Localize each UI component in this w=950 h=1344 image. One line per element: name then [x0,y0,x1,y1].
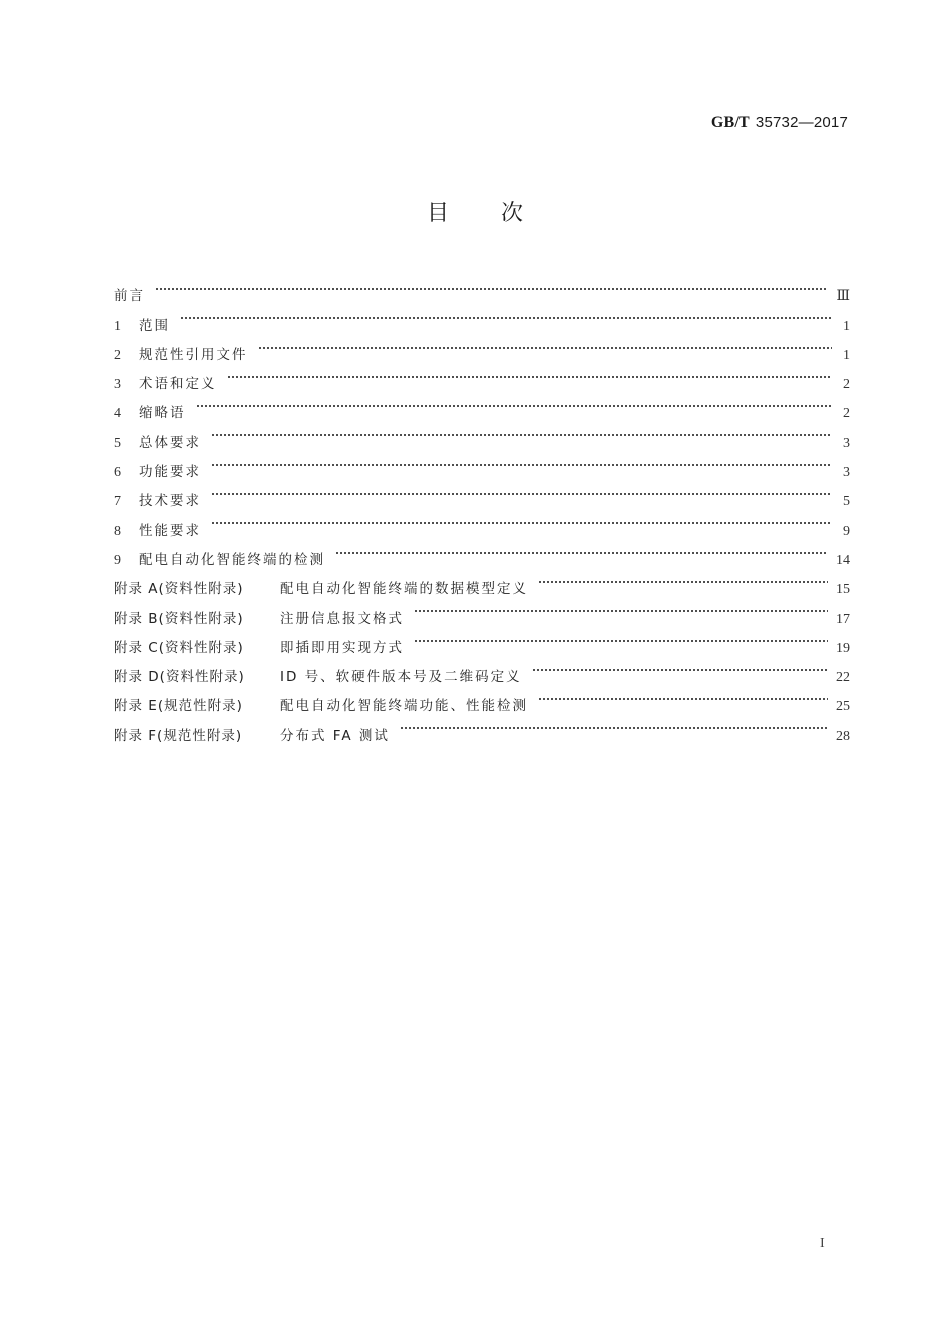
toc-appendix-label: 附录 E(规范性附录) [114,698,243,715]
title-char-2: 次 [501,201,524,226]
toc-entry-1[interactable] [114,300,850,334]
dot-leader [155,271,828,300]
toc-entry-2[interactable] [114,330,850,363]
toc-title: 性能要求 [139,522,201,539]
toc-number: 8 [114,523,121,539]
toc-page: 14 [836,552,850,568]
toc-title: 前言 [114,288,145,305]
toc-page: 22 [836,670,850,686]
toc-number: 1 [114,318,121,334]
toc-appendix-label: 附录 C(资料性附录) [114,639,244,656]
toc-entry-8[interactable] [114,505,850,539]
table-of-contents [114,271,850,744]
toc-title: 配电自动化智能终端的数据模型定义 [280,581,528,598]
toc-title: 配电自动化智能终端的检测 [139,551,325,568]
toc-title: 范围 [139,317,170,334]
toc-title: 即插即用实现方式 [280,639,404,656]
toc-page: 15 [836,582,850,598]
toc-page: 2 [843,406,850,422]
dot-leader [414,623,828,652]
standard-code [711,113,848,132]
toc-title: 规范性引用文件 [139,346,248,363]
dot-leader [414,593,828,622]
toc-number: 6 [114,465,121,481]
toc-page: 28 [836,728,850,744]
toc-number: 5 [114,435,121,451]
toc-title: 分布式 FA 测试 [280,727,390,744]
toc-title: 总体要求 [139,434,201,451]
toc-page: 25 [836,699,850,715]
toc-title: 功能要求 [139,464,201,481]
dot-leader [211,476,832,505]
toc-page: Ⅲ [836,289,850,305]
toc-entry-6[interactable] [114,447,850,481]
dot-leader [400,710,828,739]
dot-leader [180,300,832,329]
dot-leader [196,388,833,417]
toc-page: 17 [836,611,850,627]
toc-appendix-label: 附录 F(规范性附录) [114,727,243,744]
toc-entry-5[interactable] [114,417,850,451]
toc-number: 3 [114,377,121,393]
dot-leader [538,564,828,593]
toc-entry-4[interactable] [114,388,850,422]
dot-leader [538,681,828,710]
title-char-1: 目 [426,201,449,226]
toc-number: 9 [114,552,121,568]
standard-number: 35732—2017 [755,114,848,131]
toc-entry-foreword[interactable] [114,271,850,305]
dot-leader [227,359,833,388]
toc-page: 1 [843,347,850,363]
toc-page: 5 [843,494,850,510]
page-title [0,196,950,227]
toc-title: 配电自动化智能终端功能、性能检测 [280,698,528,715]
toc-number: 7 [114,494,121,510]
dot-leader [258,330,833,359]
dot-leader [335,535,828,564]
dot-leader [211,505,832,534]
toc-page: 3 [843,435,850,451]
toc-page: 1 [843,318,850,334]
toc-title: 注册信息报文格式 [280,610,404,627]
toc-number: 2 [114,347,121,363]
standard-prefix: GB/T [710,114,750,131]
toc-title: ID 号、软硬件版本号及二维码定义 [280,669,522,686]
dot-leader [532,652,828,681]
toc-page: 2 [843,377,850,393]
toc-page: 3 [843,465,850,481]
toc-appendix-label: 附录 A(资料性附录) [114,581,244,598]
page-number: I [820,1236,825,1251]
toc-appendix-label: 附录 D(资料性附录) [114,669,245,686]
toc-entry-9[interactable] [114,535,850,568]
toc-entry-7[interactable] [114,476,850,510]
dot-leader [211,447,832,476]
toc-number: 4 [114,406,121,422]
toc-title: 缩略语 [139,405,186,422]
toc-title: 术语和定义 [139,376,217,393]
toc-title: 技术要求 [139,493,201,510]
toc-page: 9 [843,523,850,539]
toc-appendix-label: 附录 B(资料性附录) [114,610,244,627]
toc-page: 19 [836,640,850,656]
dot-leader [211,417,832,446]
